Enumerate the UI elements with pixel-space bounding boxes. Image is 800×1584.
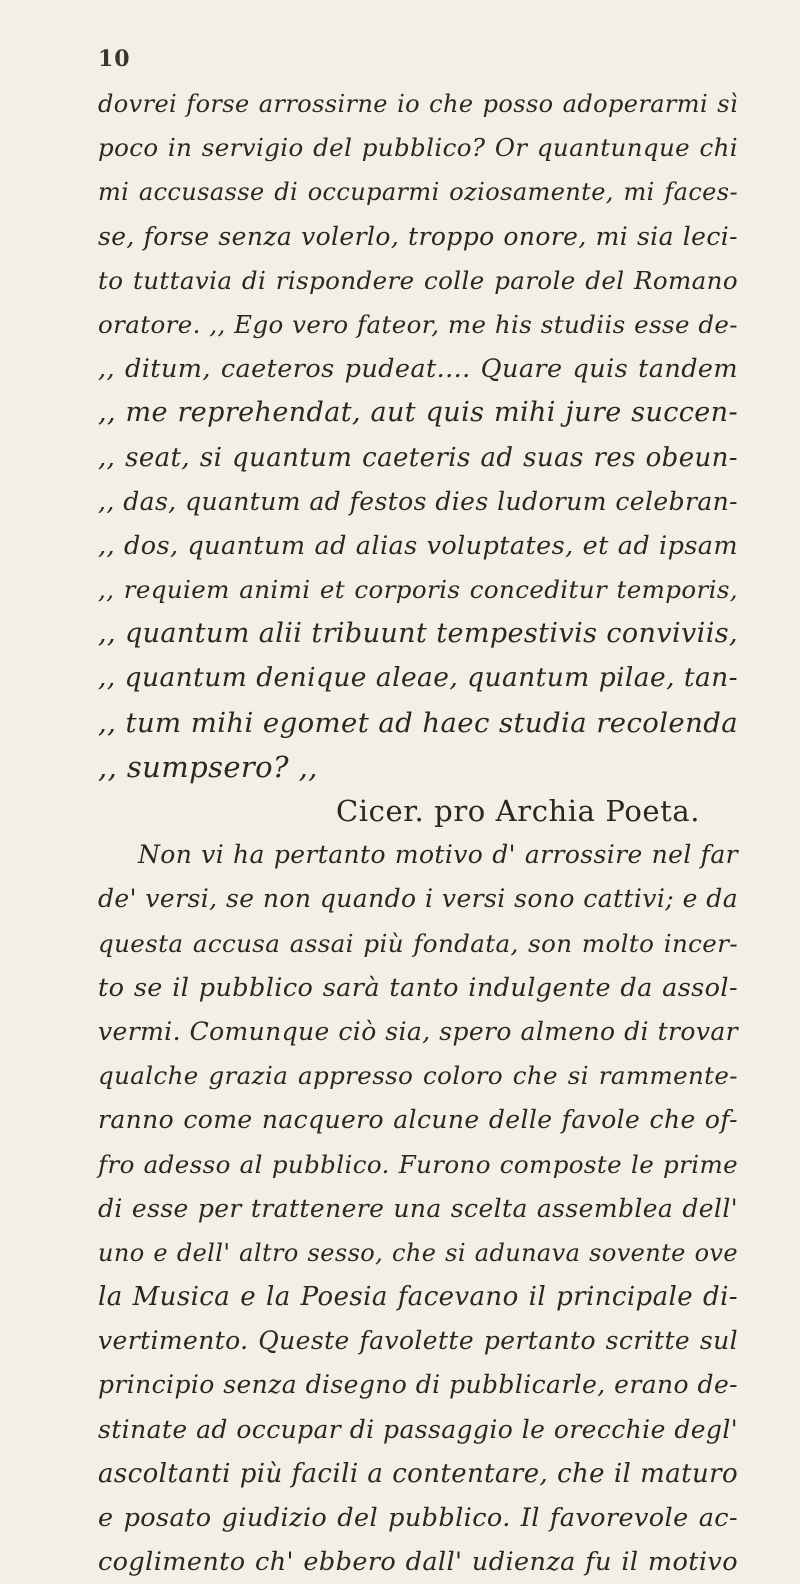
text-line: se, forse senza volerlo, troppo onore, mi sia leci- [98, 221, 738, 251]
quote-line: ,, quantum alii tribuunt tempestivis conviviis, [98, 618, 738, 650]
text-line: e posato giudizio del pubblico. Il favorevole ac- [98, 1503, 738, 1533]
text-line: poco in servigio del pubblico? Or quantunque chi [98, 133, 738, 163]
quote-line: ,, seat, si quantum caeteris ad suas res obeun- [98, 442, 738, 473]
quote-line: ,, ditum, caeteros pudeat.... Quare quis tandem [98, 354, 738, 385]
text-line: qualche grazia appresso coloro che si rammente- [98, 1061, 738, 1091]
text-line: la Musica e la Poesia facevano il principale di- [98, 1282, 738, 1313]
text-line: de' versi, se non quando i versi sono cattivi; e da [98, 884, 738, 914]
text-line: principio senza disegno di pubblicarle, erano de- [98, 1370, 738, 1400]
body-text [98, 82, 738, 1584]
quote-line: ,, me reprehendat, aut quis mihi jure succen- [98, 397, 738, 429]
quote-line: ,, sumpsero? ,, [98, 749, 318, 784]
citation: Cicer. pro Archia Poeta. [336, 794, 701, 828]
text-line: vertimento. Queste favolette pertanto scritte sul [98, 1326, 738, 1356]
text-line: ascoltanti più facili a contentare, che il maturo [98, 1458, 738, 1489]
text-line: questa accusa assai più fondata, son molto incer- [98, 928, 738, 958]
quote-line: ,, requiem animi et corporis conceditur temporis, [98, 575, 738, 605]
quote-line: ,, dos, quantum ad alias voluptates, et ad ipsam [98, 530, 738, 561]
text-line: di esse per trattenere una scelta assemblea dell' [98, 1193, 738, 1223]
text-line: oratore. ,, Ego vero fateor, me his studiis esse de- [98, 309, 738, 339]
text-line: mi accusasse di occuparmi oziosamente, mi faces- [98, 178, 738, 207]
text-line: Non vi ha pertanto motivo d' arrossire nel far [138, 840, 738, 870]
text-line: to se il pubblico sarà tanto indulgente da assol- [98, 972, 738, 1003]
text-line: to tuttavia di rispondere colle parole del Romano [98, 265, 738, 295]
quote-line: ,, quantum denique aleae, quantum pilae, tan- [98, 662, 738, 694]
page-number: 10 [98, 46, 131, 72]
text-line: stinate ad occupar di passaggio le orecchie degl' [98, 1414, 738, 1444]
quote-line: ,, das, quantum ad festos dies ludorum celebran- [98, 486, 738, 516]
text-line: ranno come nacquero alcune delle favole che of- [98, 1105, 738, 1135]
text-line: fro adesso al pubblico. Furono composte le prime [98, 1149, 738, 1179]
text-line: coglimento ch' ebbero dall' udienza fu il motivo [98, 1547, 738, 1578]
quote-line: ,, tum mihi egomet ad haec studia recolenda [98, 706, 738, 739]
text-line: vermi. Comunque ciò sia, spero almeno di trovar [98, 1016, 738, 1046]
text-line: dovrei forse arrossirne io che posso adoperarmi sì [98, 90, 738, 118]
text-line: uno e dell' altro sesso, che si adunava sovente ove [98, 1238, 738, 1267]
